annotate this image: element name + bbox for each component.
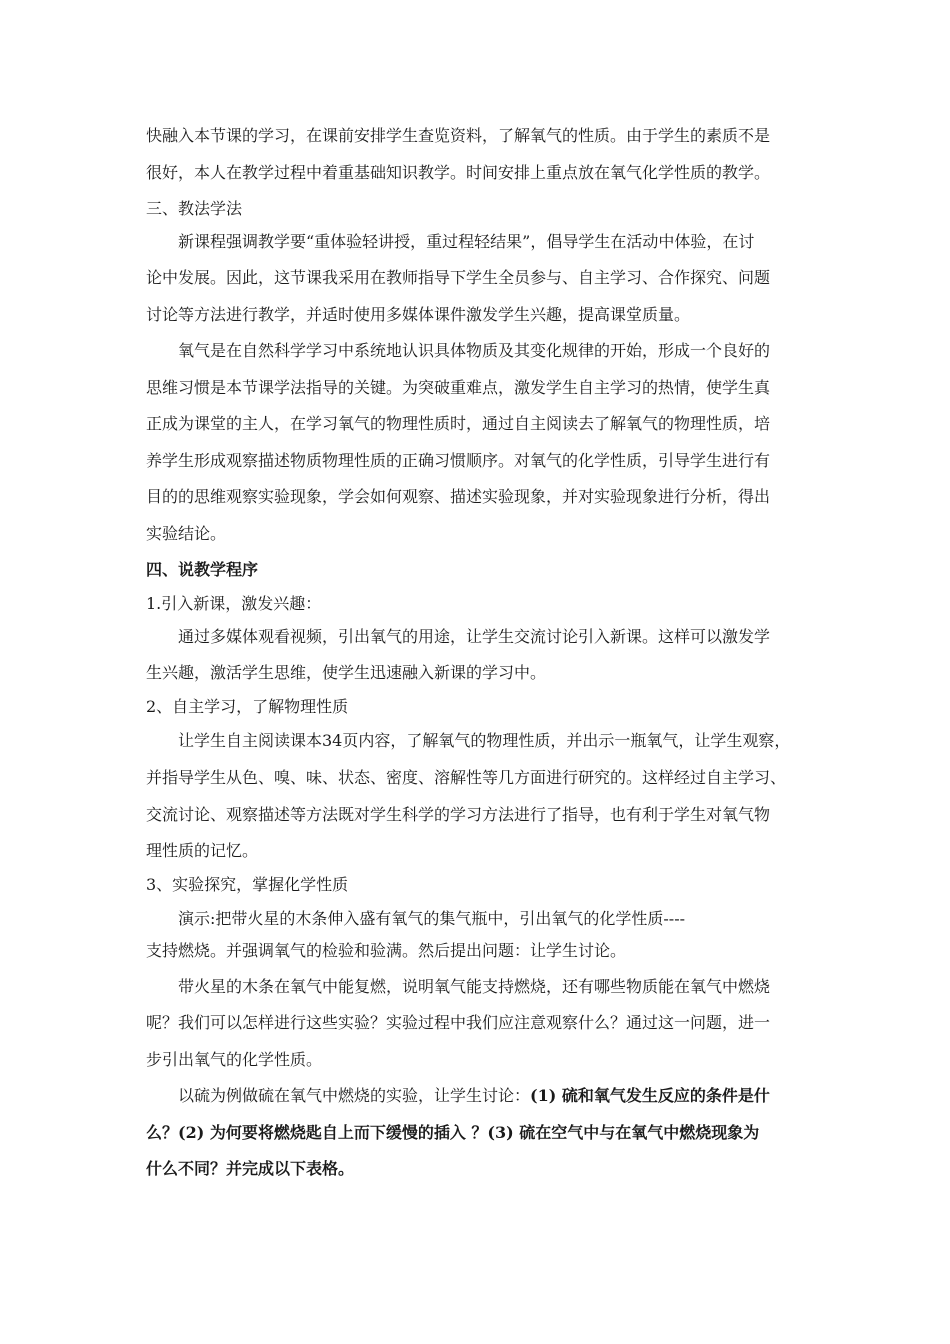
paragraph-line: 氧气是在自然科学学习中系统地认识具体物质及其变化规律的开始，形成一个良好的	[178, 341, 771, 360]
question-text: (1) 硫和氧气发生反应的条件是什	[530, 1086, 770, 1105]
question-line: 么？(2) 为何要将燃烧匙自上而下缓慢的插入 ？(3) 硫在空气中与在氧气中燃烧现象为	[146, 1123, 760, 1142]
paragraph-line: 新课程强调教学要“重体验轻讲授，重过程轻结果”，倡导学生在活动中体验，在讨	[178, 232, 755, 251]
paragraph-line: 很好，本人在教学过程中着重基础知识教学。时间安排上重点放在氧气化学性质的教学。	[146, 163, 771, 182]
paragraph-line: 生兴趣，激活学生思维，使学生迅速融入新课的学习中。	[146, 663, 547, 682]
paragraph-line: 讨论等方法进行教学，并适时使用多媒体课件激发学生兴趣，提高课堂质量。	[146, 305, 691, 324]
paragraph-line: 快融入本节课的学习，在课前安排学生查览资料，了解氧气的性质。由于学生的素质不是	[146, 126, 771, 145]
paragraph-line: 步引出氧气的化学性质。	[146, 1050, 323, 1069]
subsection-heading: 1.引入新课，激发兴趣：	[146, 594, 322, 613]
paragraph-line: 理性质的记忆。	[146, 841, 259, 860]
section-heading: 四、说教学程序	[146, 560, 259, 579]
paragraph-line	[178, 1085, 770, 1107]
paragraph-line: 养学生形成观察描述物质物理性质的正确习惯顺序。对氧气的化学性质，引导学生进行有	[146, 451, 771, 470]
subsection-heading: 2、自主学习，了解物理性质	[146, 697, 349, 716]
paragraph-line: 带火星的木条在氧气中能复燃，说明氧气能支持燃烧，还有哪些物质能在氧气中燃烧	[178, 977, 771, 996]
paragraph-line: 实验结论。	[146, 524, 227, 543]
section-heading: 三、教法学法	[146, 199, 243, 218]
paragraph-line: 支持燃烧。并强调氧气的检验和验满。然后提出问题：让学生讨论。	[146, 941, 627, 960]
paragraph-line: 并指导学生从色、嗅、味、状态、密度、溶解性等几方面进行研究的。这样经过自主学习、	[146, 768, 787, 787]
paragraph-line: 演示:把带火星的木条伸入盛有氧气的集气瓶中，引出氧气的化学性质----	[178, 909, 686, 928]
paragraph-line: 呢？我们可以怎样进行这些实验？实验过程中我们应注意观察什么？通过这一问题，进一	[146, 1013, 771, 1032]
question-line: 什么不同？并完成以下表格。	[146, 1159, 355, 1178]
paragraph-line: 目的的思维观察实验现象，学会如何观察、描述实验现象，并对实验现象进行分析，得出	[146, 487, 771, 506]
subsection-heading: 3、实验探究，掌握化学性质	[146, 875, 349, 894]
paragraph-line: 正成为课堂的主人，在学习氧气的物理性质时，通过自主阅读去了解氧气的物理性质，培	[146, 414, 771, 433]
paragraph-line: 让学生自主阅读课本34页内容，了解氧气的物理性质，并出示一瓶氧气，让学生观察，	[178, 731, 791, 750]
paragraph-line: 通过多媒体观看视频，引出氧气的用途，让学生交流讨论引入新课。这样可以激发学	[178, 627, 771, 646]
paragraph-line: 论中发展。因此，这节课我采用在教师指导下学生全员参与、自主学习、合作探究、问题	[146, 268, 771, 287]
paragraph-line: 思维习惯是本节课学法指导的关键。为突破重难点，激发学生自主学习的热情，使学生真	[146, 378, 771, 397]
paragraph-text: 以硫为例做硫在氧气中燃烧的实验，让学生讨论：	[178, 1086, 531, 1105]
paragraph-line: 交流讨论、观察描述等方法既对学生科学的学习方法进行了指导，也有利于学生对氧气物	[146, 805, 771, 824]
